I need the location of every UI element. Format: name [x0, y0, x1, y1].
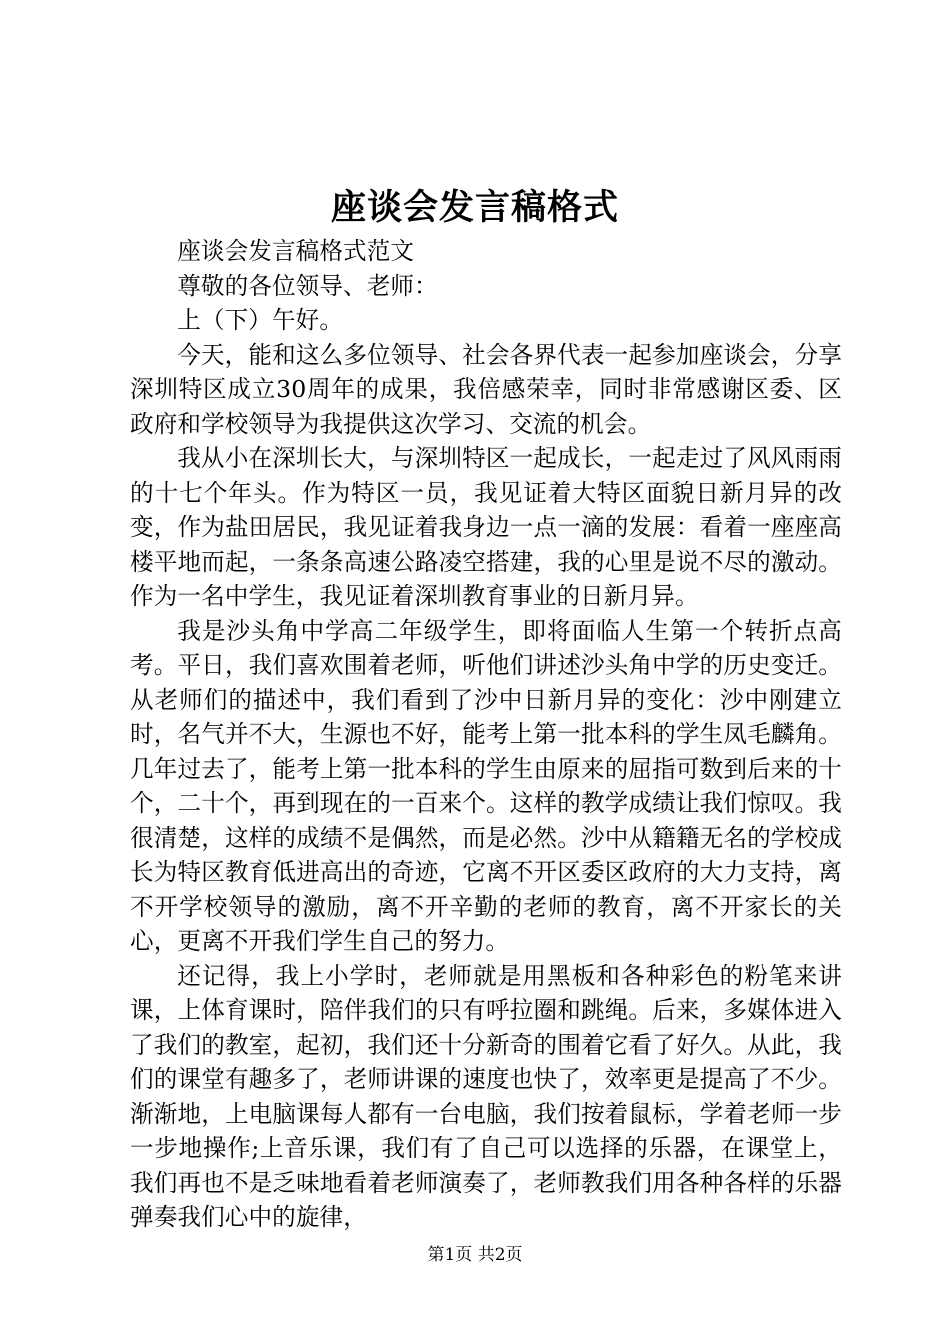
paragraph-salutation: 尊敬的各位领导、老师：	[177, 271, 438, 300]
paragraph-greeting: 上（下）午好。	[177, 306, 344, 334]
paragraph-growing-up: 我从小在深圳长大，与深圳特区一起成长，一起走过了风风雨雨的十七个年头。作为特区一员，我见证着大特区面貌日新月异的改变，作为盐田居民，我见证着我身边一点一滴的发展：看着一座座高楼平地而起，一条条高速公路凌空搭建，我的心里是说不尽的激动。作为一名中学生，我见证着深圳教育事业的日新月异。	[130, 444, 842, 610]
paragraph-memories: 还记得，我上小学时，老师就是用黑板和各种彩色的粉笔来讲课，上体育课时，陪伴我们的只有呼拉圈和跳绳。后来，多媒体进入了我们的教室，起初，我们还十分新奇的围着它看了好久。从此，我们的课堂有趣多了，老师讲课的速度也快了，效率更是提高了不少。渐渐地，上电脑课每人都有一台电脑，我们按着鼠标，学着老师一步一步地操作;上音乐课，我们有了自己可以选择的乐器，在课堂上，我们再也不是乏味地看着老师演奏了，老师教我们用各种各样的乐器弹奏我们心中的旋律，	[130, 961, 842, 1231]
paragraph-subtitle: 座谈会发言稿格式范文	[177, 237, 415, 265]
paragraph-opening: 今天，能和这么多位领导、社会各界代表一起参加座谈会，分享深圳特区成立30周年的成果，我倍感荣幸，同时非常感谢区委、区政府和学校领导为我提供这次学习、交流的机会。	[130, 340, 842, 438]
document-title: 座谈会发言稿格式	[330, 187, 619, 228]
document-body	[130, 234, 842, 1235]
paragraph-school-history: 我是沙头角中学高二年级学生，即将面临人生第一个转折点高考。平日，我们喜欢围着老师，听他们讲述沙头角中学的历史变迁。从老师们的描述中，我们看到了沙中日新月异的变化：沙中刚建立时，名气并不大，生源也不好，能考上第一批本科的学生凤毛麟角。几年过去了，能考上第一批本科的学生由原来的屈指可数到后来的十个，二十个，再到现在的一百来个。这样的教学成绩让我们惊叹。我很清楚，这样的成绩不是偶然，而是必然。沙中从籍籍无名的学校成长为特区教育低进高出的奇迹，它离不开区委区政府的大力支持，离不开学校领导的激励，离不开辛勤的老师的教育，离不开家长的关心，更离不开我们学生自己的努力。	[130, 616, 842, 955]
page-footer: 第1页 共2页	[427, 1245, 523, 1265]
